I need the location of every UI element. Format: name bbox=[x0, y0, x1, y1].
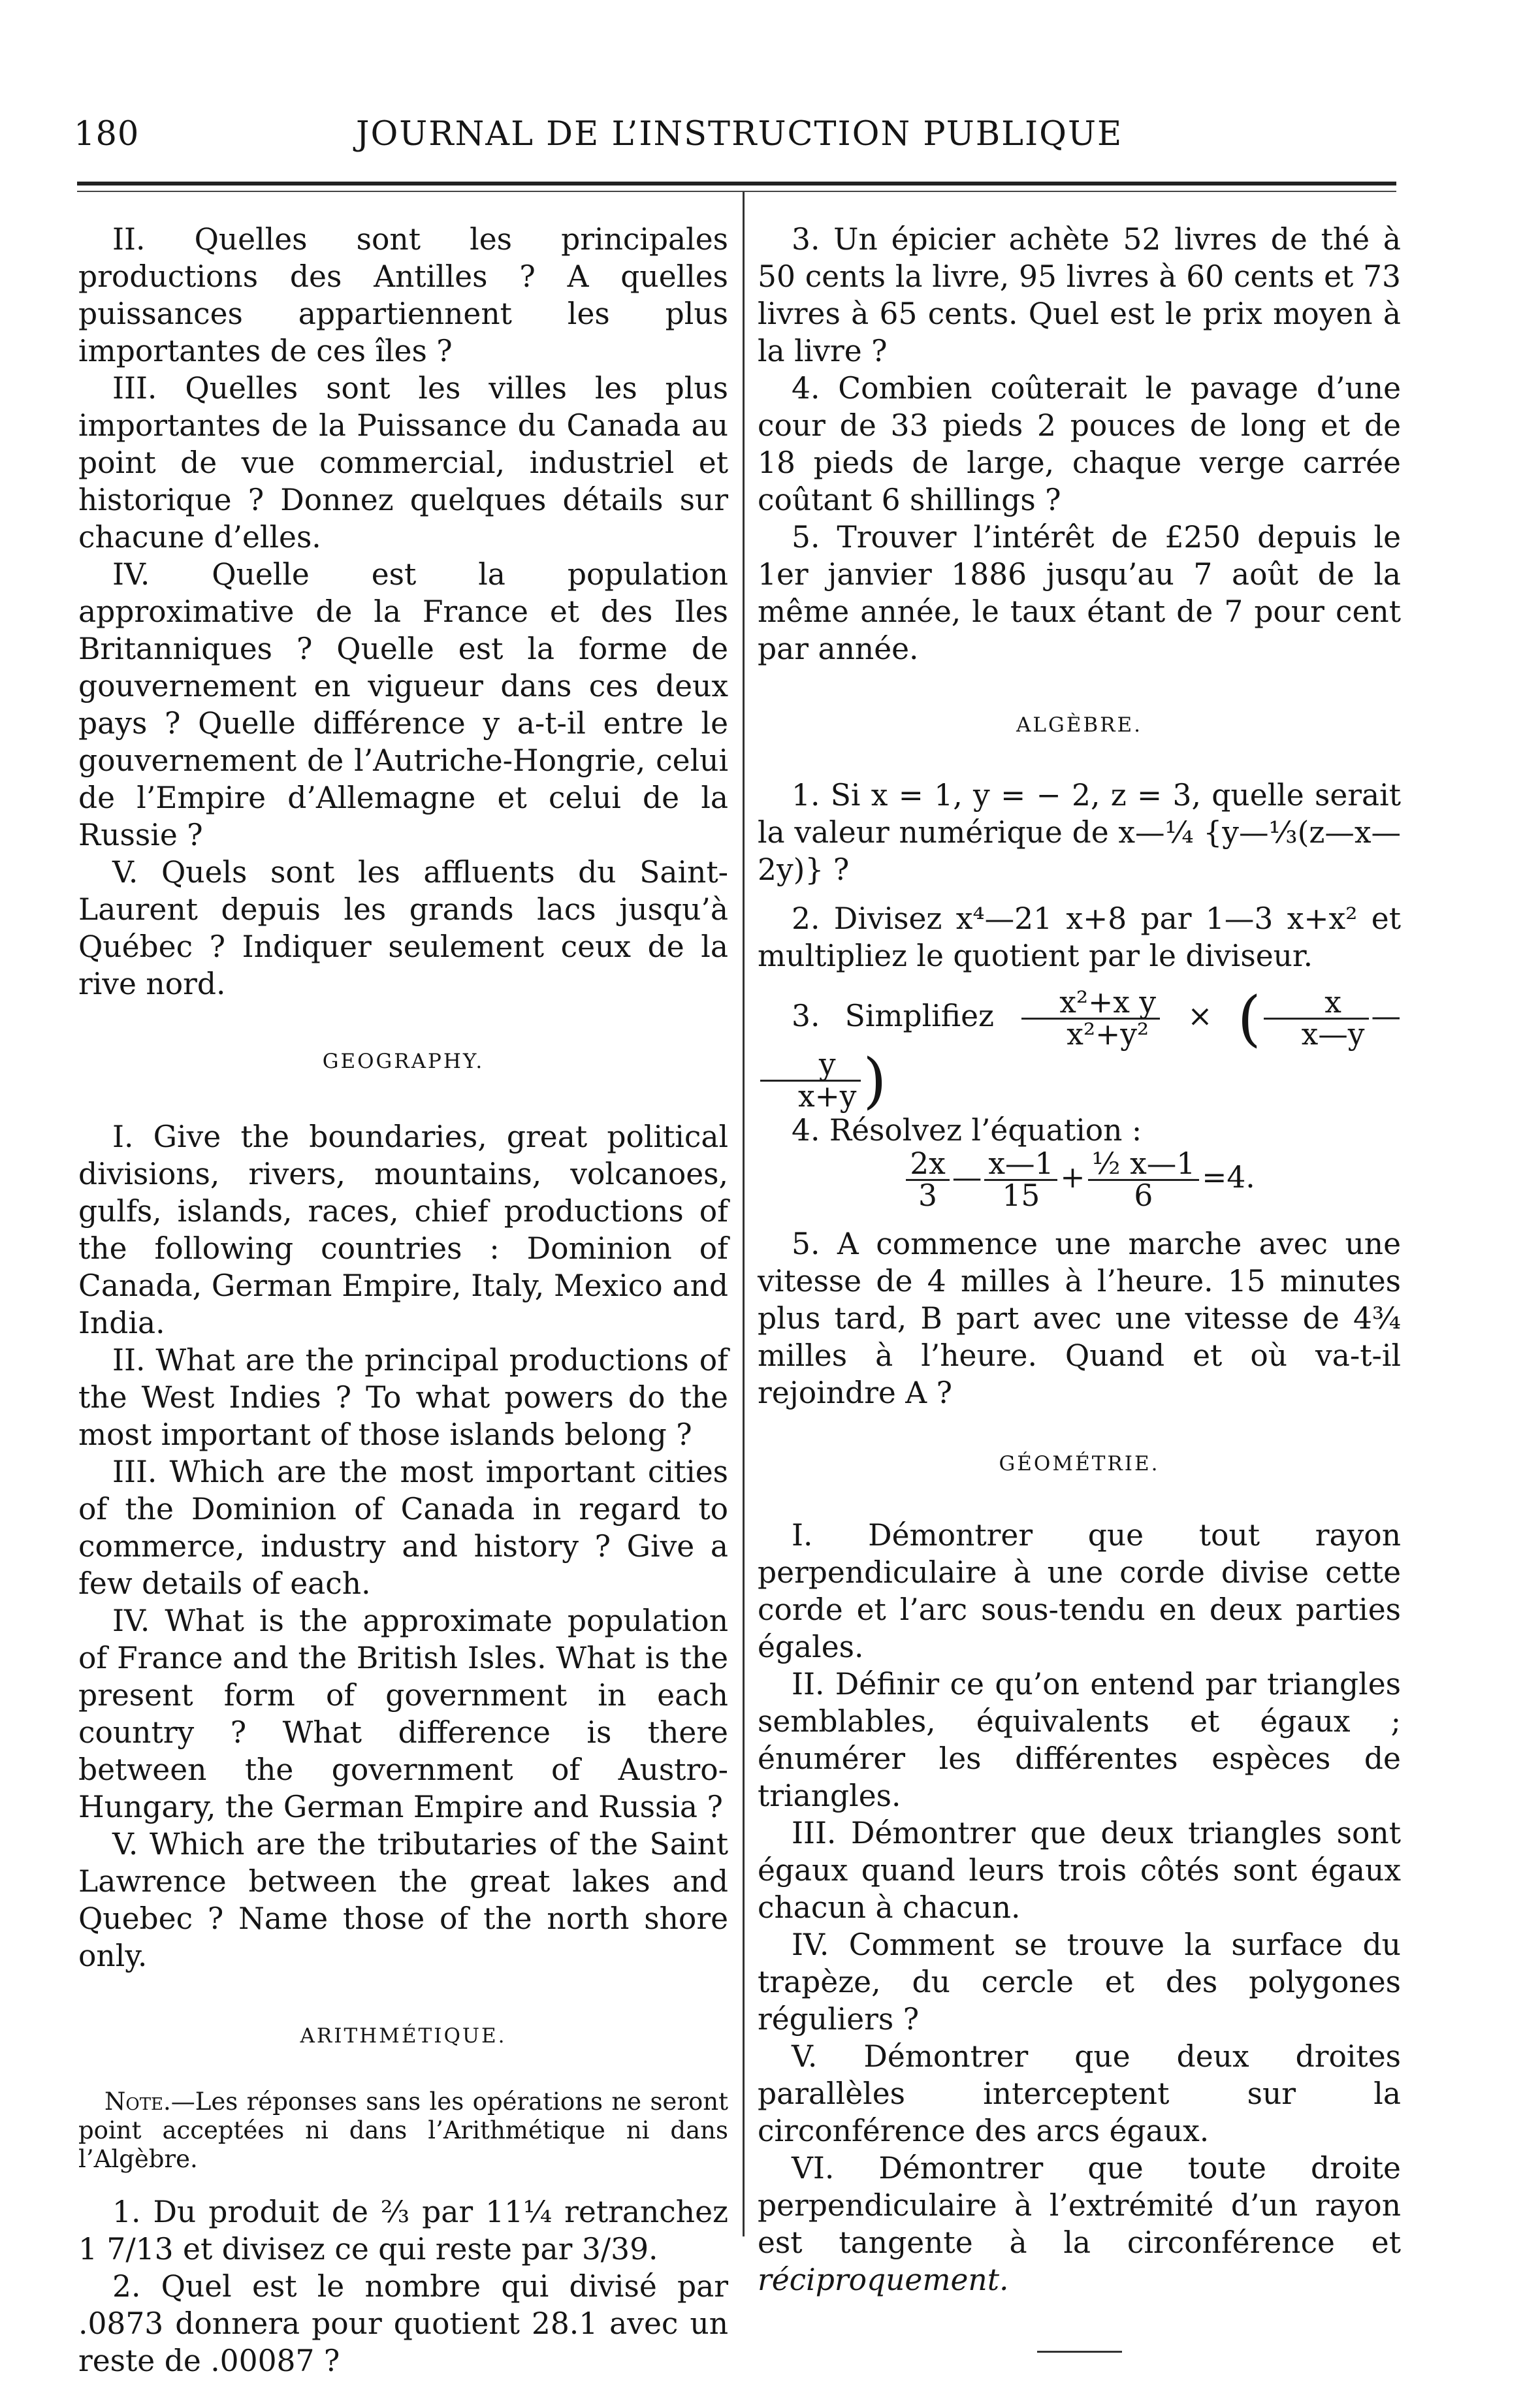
eq-term-3 bbox=[1088, 1146, 1200, 1213]
alg-3-numerator: x²+x y bbox=[1021, 988, 1160, 1020]
alg-3-fraction-b bbox=[760, 1047, 861, 1114]
section-heading-geography: GEOGRAPHY. bbox=[322, 1050, 485, 1073]
left-paren-icon: ( bbox=[1237, 984, 1261, 1054]
question-alg-4: 4. Résolvez l’équation : bbox=[792, 1113, 1142, 1148]
question-geo-en-3: III. Which are the most important cities of the Dominion of Canada in regard to commerce, industry and history ? Give a few details of each. bbox=[78, 1455, 728, 1601]
arithmetic-note bbox=[78, 2088, 728, 2174]
equation-alg-4: $\frac{2x}{3}$ — $\frac{x—1}{15}$ + $\frac{\text{½ x—1}}{6}$ =4. bbox=[758, 1149, 1401, 1211]
question-arith-3: 3. Un épicier achète 52 livres de thé à 50 cents la livre, 95 livres à 60 cents et 73 livres à 65 cents. Quel est le prix moyen à la livre ? bbox=[758, 222, 1401, 368]
eq-term-2-num: x—1 bbox=[984, 1149, 1057, 1181]
question-alg-3: 3. Simplifiez $\frac{\text{x²+x y}}{\text{x²+y²}}$ × ( $\frac{x}{x—y}$ — $\frac{y}{x+y}$ ) bbox=[758, 988, 1401, 1112]
left-column bbox=[78, 221, 728, 2380]
eq-term-3-den: 6 bbox=[1134, 1178, 1153, 1213]
alg-3-b-numerator: y bbox=[760, 1050, 861, 1082]
running-title: JOURNAL DE L’INSTRUCTION PUBLIQUE bbox=[356, 115, 1123, 153]
geom-6-italic: réciproquement. bbox=[758, 2263, 1009, 2297]
question-arith-1: 1. Du produit de ⅔ par 11¼ retranchez 1 7/13 et divisez ce qui reste par 3/39. bbox=[78, 2195, 728, 2267]
alg-3-denominator: x²+y² bbox=[1067, 1017, 1149, 1052]
page-number: 180 bbox=[74, 115, 140, 153]
eq-term-2-den: 15 bbox=[1002, 1178, 1040, 1213]
right-column bbox=[758, 221, 1401, 2353]
alg-3-a-denominator: x—y bbox=[1301, 1017, 1365, 1052]
note-text: —Les réponses sans les opérations ne seront point acceptées ni dans l’Arithmétique ni dans l’Algèbre. bbox=[78, 2088, 728, 2173]
question-alg-2: 2. Divisez x⁴—21 x+8 par 1—3 x+x² et multipliez le quotient par le diviseur. bbox=[758, 901, 1401, 973]
question-alg-1: 1. Si x = 1, y = − 2, z = 3, quelle serait la valeur numérique de x—¼ {y—⅓(z—x—2y)} ? bbox=[758, 778, 1401, 887]
alg-3-times: × bbox=[1187, 999, 1213, 1033]
alg-3-fraction-a bbox=[1264, 985, 1369, 1052]
right-paren-icon: ) bbox=[863, 1046, 887, 1116]
question-geo-fr-3: III. Quelles sont les villes les plus importantes de la Puissance du Canada au point de vue commercial, industriel et historique ? Donnez quelques détails sur chacune d’elles. bbox=[78, 371, 728, 555]
header-rule-thick bbox=[77, 182, 1396, 186]
alg-3-fraction bbox=[1021, 985, 1160, 1052]
alg-3-label: 3. Simplifiez bbox=[792, 999, 994, 1033]
column-divider bbox=[743, 192, 745, 2236]
question-geo-fr-5: V. Quels sont les affluents du Saint-Laurent depuis les grands lacs jusqu’à Québec ? Indiquer seulement ceux de la rive nord. bbox=[78, 855, 728, 1001]
geom-6-text: VI. Démontrer que toute droite perpendiculaire à l’extrémité d’un rayon est tangente à la circonférence et bbox=[758, 2151, 1401, 2260]
question-geom-6 bbox=[758, 2150, 1401, 2299]
question-geo-fr-2: II. Quelles sont les principales productions des Antilles ? A quelles puissances appartiennent les plus importantes de ces îles ? bbox=[78, 222, 728, 368]
end-rule bbox=[1037, 2351, 1122, 2353]
question-geo-en-4: IV. What is the approximate population of France and the British Isles. What is the present form of government in each country ? What difference is there between the government of Austro-Hungary, the German Empire and Russia ? bbox=[78, 1604, 728, 1824]
question-geo-fr-4: IV. Quelle est la population approximative de la France et des Iles Britanniques ? Quelle est la forme de gouvernement en vigueur dans ces deux pays ? Quelle différence y a-t-il entre le gouvernement de l’Autriche-Hongrie, celui de l’Empire d’Allemagne et celui de la Russie ? bbox=[78, 557, 728, 852]
question-alg-5: 5. A commence une marche avec une vitesse de 4 milles à l’heure. 15 minutes plus tard, B part avec une vitesse de 4¾ milles à l’heure. Quand et où va-t-il rejoindre A ? bbox=[758, 1227, 1401, 1410]
question-arith-2: 2. Quel est le nombre qui divisé par .0873 donnera pour quotient 28.1 avec un reste de .00087 ? bbox=[78, 2269, 728, 2378]
section-heading-arithmetic: ARITHMÉTIQUE. bbox=[300, 2024, 507, 2048]
question-geom-5: V. Démontrer que deux droites parallèles interceptent sur la circonférence des arcs égaux. bbox=[758, 2039, 1401, 2148]
alg-3-b-denominator: x+y bbox=[798, 1079, 857, 1114]
alg-3-a-numerator: x bbox=[1264, 988, 1369, 1020]
eq-term-1-num: 2x bbox=[906, 1149, 950, 1181]
question-geom-4: IV. Comment se trouve la surface du trapèze, du cercle et des polygones réguliers ? bbox=[758, 1928, 1401, 2037]
question-arith-4: 4. Combien coûterait le pavage d’une cour de 33 pieds 2 pouces de long et de 18 pieds de large, chaque verge carrée coûtant 6 shillings ? bbox=[758, 371, 1401, 517]
page-header bbox=[0, 115, 1540, 174]
header-rule-thin bbox=[77, 191, 1396, 192]
note-label: Note. bbox=[104, 2088, 171, 2116]
question-geom-2: II. Définir ce qu’on entend par triangles semblables, équivalents et égaux ; énumérer les différentes espèces de triangles. bbox=[758, 1667, 1401, 1813]
question-geom-3: III. Démontrer que deux triangles sont égaux quand leurs trois côtés sont égaux chacun à chacun. bbox=[758, 1816, 1401, 1925]
eq-term-1-den: 3 bbox=[918, 1178, 937, 1213]
section-heading-geometry: GÉOMÉTRIE. bbox=[999, 1452, 1160, 1476]
question-geo-en-5: V. Which are the tributaries of the Saint Lawrence between the great lakes and Quebec ? Name those of the north shore only. bbox=[78, 1827, 728, 1973]
question-arith-5: 5. Trouver l’intérêt de £250 depuis le 1er janvier 1886 jusqu’au 7 août de la même année, le taux étant de 7 pour cent par année. bbox=[758, 520, 1401, 666]
eq-term-2 bbox=[984, 1146, 1057, 1213]
eq-term-3-num: ½ x—1 bbox=[1088, 1149, 1200, 1181]
question-geom-1: I. Démontrer que tout rayon perpendiculaire à une corde divise cette corde et l’arc sous-tendu en deux parties égales. bbox=[758, 1518, 1401, 1664]
section-heading-algebra: ALGÈBRE. bbox=[1016, 713, 1142, 737]
eq-term-1 bbox=[906, 1146, 950, 1213]
question-geo-en-2: II. What are the principal productions of the West Indies ? To what powers do the most important of those islands belong ? bbox=[78, 1343, 728, 1452]
question-geo-en-1: I. Give the boundaries, great political divisions, rivers, mountains, volcanoes, gulfs, islands, races, chief productions of the following countries : Dominion of Canada, German Empire, Italy, Mexico and India. bbox=[78, 1120, 728, 1340]
eq-rhs: =4. bbox=[1202, 1160, 1255, 1195]
